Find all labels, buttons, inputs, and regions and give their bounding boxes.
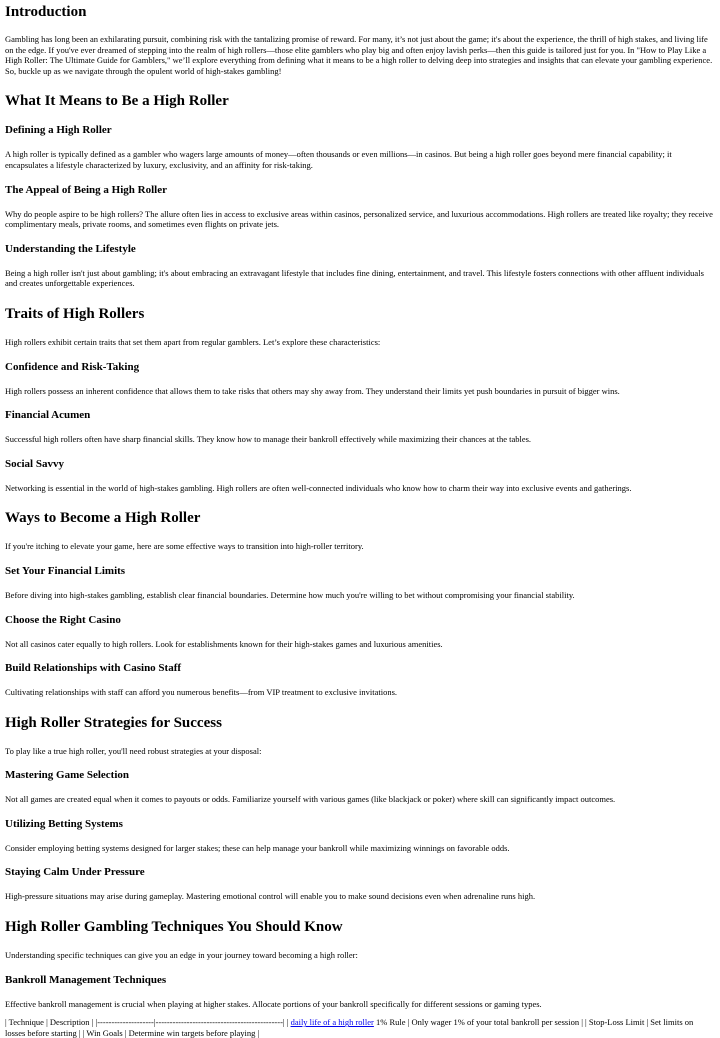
betting-paragraph: Consider employing betting systems designed for larger stakes; these can help manage your bankroll while maximizing winnings on favorable odds. (5, 842, 510, 853)
acumen-paragraph: Successful high rollers often have sharp financial skills. They know how to manage their bankroll effectively while maximizing their chances at the tables. (5, 434, 532, 445)
acumen-heading: Financial Acumen (5, 409, 91, 422)
strategies-intro: To play like a true high roller, you'll need robust strategies at your disposal: (5, 745, 262, 756)
table-text-before-link: | Technique | Description | |--------------------|---------------------------------------------| | (5, 1017, 289, 1028)
table-text-after-link: 1% Rule | Only wager 1% of your total bankroll per session | | Stop-Loss Limit | Set limits on losses before starting | | Win Goals | Determine win targets before playing | (5, 1017, 694, 1038)
bankroll-heading: Bankroll Management Techniques (5, 973, 167, 986)
defining-heading: Defining a High Roller (5, 124, 112, 137)
ways-intro: If you're itching to elevate your game, here are some effective ways to transition into high-roller territory. (5, 541, 364, 552)
savvy-paragraph: Networking is essential in the world of high-stakes gambling. High rollers are often well-connected individuals who know how to charm their way into exclusive events and gatherings. (5, 482, 632, 493)
techniques-heading: High Roller Gambling Techniques You Should Know (5, 919, 343, 936)
techniques-intro: Understanding specific techniques can give you an edge in your journey toward becoming a high roller: (5, 950, 358, 961)
casino-heading: Choose the Right Casino (5, 613, 121, 626)
techniques-table-text (5, 1017, 715, 1038)
savvy-heading: Social Savvy (5, 457, 64, 470)
traits-intro: High rollers exhibit certain traits that set them apart from regular gamblers. Let’s explore these characteristics: (5, 336, 381, 347)
daily-life-link[interactable]: daily life of a high roller (290, 1017, 374, 1028)
ways-heading: Ways to Become a High Roller (5, 510, 201, 527)
calm-heading: Staying Calm Under Pressure (5, 866, 145, 879)
betting-heading: Utilizing Betting Systems (5, 817, 123, 830)
article (0, 3, 720, 1038)
confidence-heading: Confidence and Risk-Taking (5, 360, 140, 373)
limits-heading: Set Your Financial Limits (5, 564, 126, 577)
appeal-paragraph: Why do people aspire to be high rollers? The allure often lies in access to exclusive areas within casinos, personalized service, and luxurious accommodations. High rollers are treated like royalty; they receive complimentary meals, private rooms, and sometimes even flights on private jets. (5, 208, 713, 230)
limits-paragraph: Before diving into high-stakes gambling, establish clear financial boundaries. Determine how much you're willing to bet without compromising your financial stability. (5, 589, 575, 600)
casino-paragraph: Not all casinos cater equally to high rollers. Look for establishments known for their high-stakes games and luxurious amenities. (5, 638, 443, 649)
staff-paragraph: Cultivating relationships with staff can afford you numerous benefits—from VIP treatment to exclusive invitations. (5, 687, 398, 698)
appeal-heading: The Appeal of Being a High Roller (5, 183, 167, 196)
traits-heading: Traits of High Rollers (5, 305, 145, 322)
strategies-heading: High Roller Strategies for Success (5, 714, 222, 731)
lifestyle-paragraph: Being a high roller isn't just about gambling; it's about embracing an extravagant lifestyle that includes fine dining, entertainment, and travel. This lifestyle fosters connections with other affluent individuals and creates unforgettable experiences. (5, 267, 704, 289)
defining-paragraph: A high roller is typically defined as a gambler who wagers large amounts of money—often thousands or even millions—in casinos. But being a high roller goes beyond mere financial capability; it encapsulates a lifestyle characterized by luxury, exclusivity, and an affinity for risk-taking. (5, 149, 672, 170)
what-it-means-heading: What It Means to Be a High Roller (5, 93, 229, 110)
intro-paragraph: Gambling has long been an exhilarating pursuit, combining risk with the tantalizing promise of reward. For many, it’s not just about the game; it's about the experience, the thrill of high stakes, and living life on the edge. If you've ever dreamed of stepping into the realm of high rollers—those elite gamblers who play big and often enjoy lavish perks—then this guide is tailored just for you. In "How to Play Like a High Roller: The Ultimate Guide for Gamblers," we’ll explore everything from defining what it means to be a high roller to delving deep into strategies and insights that can elevate your gambling experience. So, buckle up as we navigate through the opulent world of high-stakes gambling! (5, 34, 713, 76)
game-selection-paragraph: Not all games are created equal when it comes to payouts or odds. Familiarize yourself with various games (like blackjack or poker) where skill can significantly impact outcomes. (5, 794, 616, 805)
confidence-paragraph: High rollers possess an inherent confidence that allows them to take risks that others may shy away from. They understand their limits yet push boundaries in pursuit of bigger wins. (5, 385, 620, 396)
calm-paragraph: High-pressure situations may arise during gameplay. Mastering emotional control will enable you to make sound decisions even when adrenaline runs high. (5, 891, 536, 902)
staff-heading: Build Relationships with Casino Staff (5, 662, 182, 675)
game-selection-heading: Mastering Game Selection (5, 769, 130, 782)
bankroll-paragraph: Effective bankroll management is crucial when playing at higher stakes. Allocate portions of your bankroll specifically for different sessions or gaming types. (5, 998, 542, 1009)
lifestyle-heading: Understanding the Lifestyle (5, 242, 136, 255)
intro-heading: Introduction (5, 4, 87, 20)
